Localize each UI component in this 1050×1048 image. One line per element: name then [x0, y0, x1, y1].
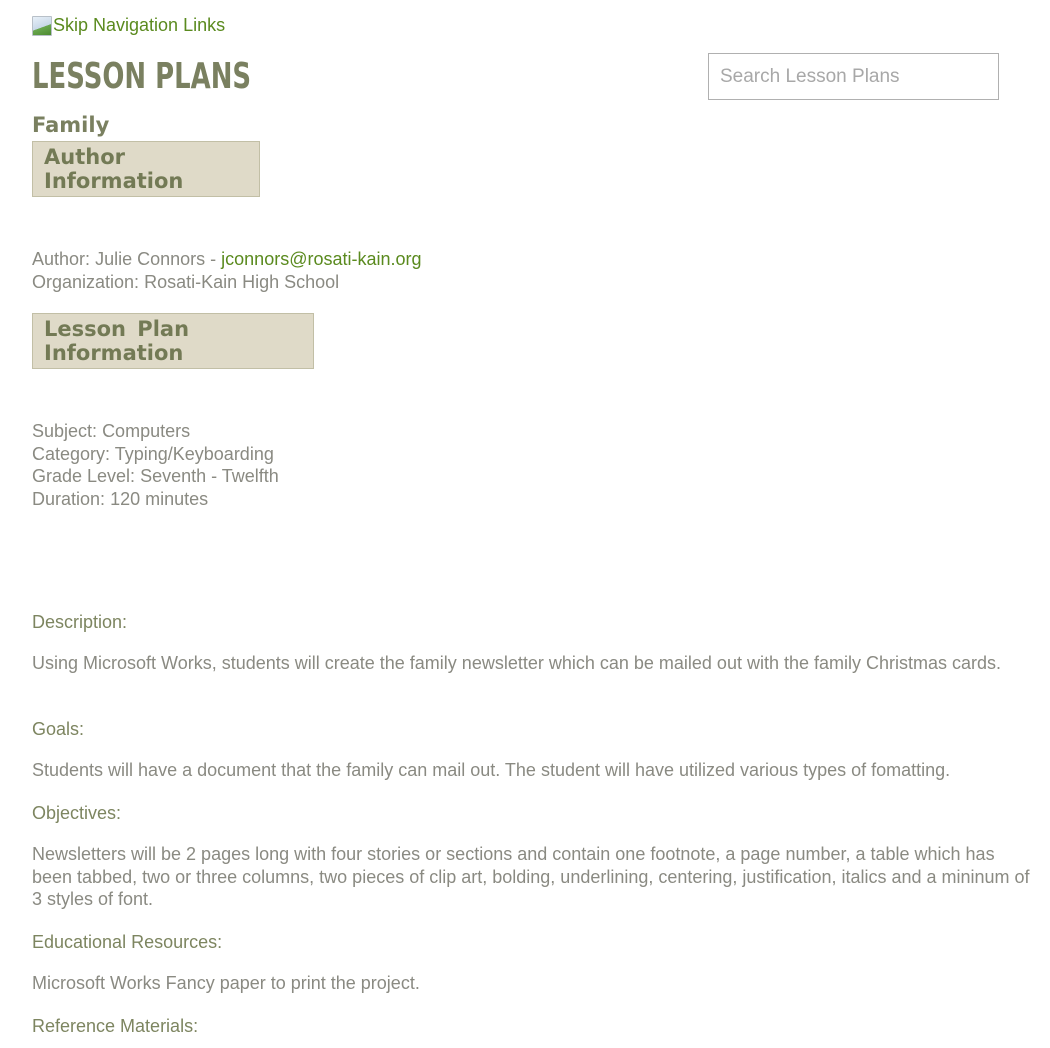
reference-materials-heading: Reference Materials: — [32, 1016, 199, 1036]
skip-navigation-label: Skip Navigation Links — [53, 15, 226, 35]
goals-heading: Goals: — [32, 719, 85, 739]
site-title: LESSON PLANS — [32, 56, 252, 97]
lesson-title: Family — [32, 113, 110, 137]
subject-value: Computers — [102, 421, 191, 441]
author-information-header — [32, 141, 260, 197]
subject-label: Subject: — [32, 421, 98, 441]
goals-text: Students will have a document that the family can mail out. The student will have utilized various types of fomatting. — [32, 760, 951, 780]
author-label: Author: — [32, 249, 91, 269]
author-email-link[interactable]: jconnors@rosati-kain.org — [221, 249, 422, 269]
organization-value: Rosati-Kain High School — [144, 271, 340, 292]
lesson-plan-information-header — [32, 313, 314, 369]
category-label: Category: — [32, 443, 111, 464]
organization-label: Organization: — [32, 271, 140, 292]
duration-label: Duration: — [32, 489, 106, 510]
author-info — [32, 248, 422, 293]
objectives-text: Newsletters will be 2 pages long with four stories or sections and contain one footnote, a page number, a table which has been tabbed, two or three columns, two pieces of clip art, bolding, underlining, centering, justification, italics and a mininum of 3 styles of font. — [32, 844, 1030, 910]
description-heading: Description: — [32, 612, 128, 632]
author-information-label: Author Information — [44, 145, 184, 193]
skip-navigation-link[interactable] — [32, 15, 225, 36]
duration-value: 120 minutes — [110, 489, 209, 510]
objectives-heading: Objectives: — [32, 803, 122, 823]
subject-row — [32, 420, 279, 443]
educational-resources-text: Microsoft Works Fancy paper to print the project. — [32, 973, 420, 993]
educational-resources-heading: Educational Resources: — [32, 932, 223, 952]
lesson-plan-info — [32, 420, 279, 511]
grade-level-row — [32, 465, 279, 488]
grade-level-label: Grade Level: — [32, 466, 136, 487]
author-separator: - — [210, 249, 217, 269]
lesson-plan-information-label: Lesson Plan Information — [44, 317, 190, 365]
duration-row — [32, 488, 279, 511]
description-text: Using Microsoft Works, students will create the family newsletter which can be mailed out with the family Christmas cards. — [32, 653, 1002, 673]
author-row — [32, 248, 422, 271]
category-row — [32, 443, 279, 466]
broken-image-icon — [32, 16, 52, 36]
category-value: Typing/Keyboarding — [114, 443, 274, 464]
organization-row — [32, 271, 422, 294]
search-input[interactable] — [708, 53, 999, 100]
grade-level-value: Seventh - Twelfth — [140, 466, 279, 487]
author-name: Julie Connors — [95, 249, 206, 269]
